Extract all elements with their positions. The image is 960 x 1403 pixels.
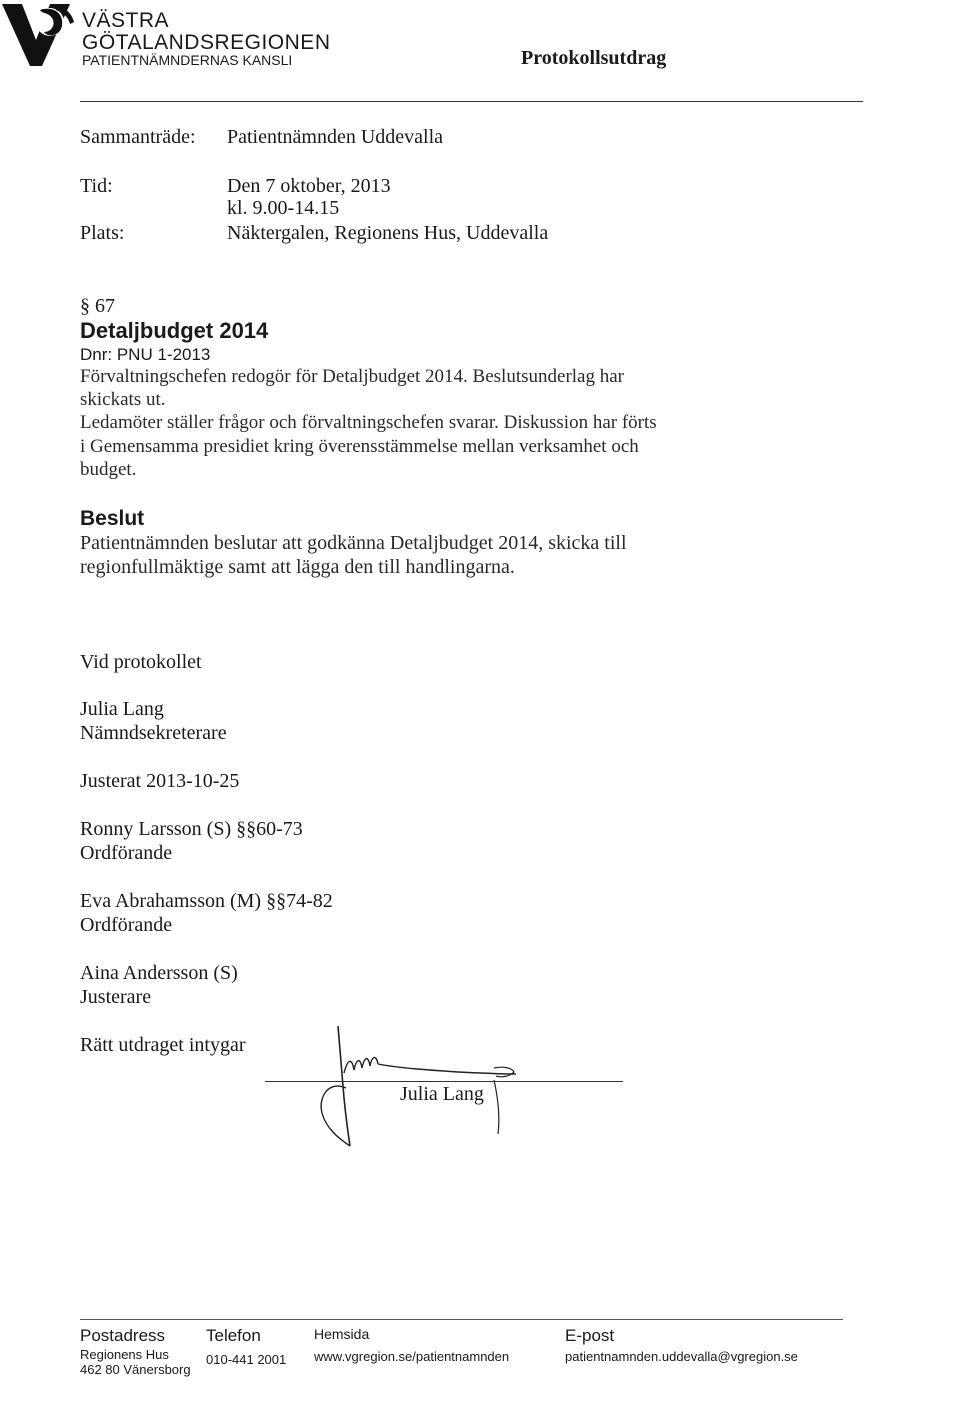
paragraph-title: Detaljbudget 2014	[80, 318, 269, 343]
tid-date: Den 7 oktober, 2013	[227, 175, 391, 197]
footer-telefon-value: 010-441 2001	[206, 1352, 287, 1367]
org-name-line2: GÖTALANDSREGIONEN	[82, 31, 331, 54]
footer-telefon-label: Telefon	[206, 1326, 261, 1345]
chair1-title: Ordförande	[80, 842, 173, 864]
decision-line: Patientnämnden beslutar att godkänna Detaljbudget 2014, skicka till	[80, 532, 627, 554]
body-line: Förvaltningschefen redogör för Detaljbudget 2014. Beslutsunderlag har	[80, 366, 624, 387]
justerat-date: Justerat 2013-10-25	[80, 770, 240, 792]
adjuster-title: Justerare	[80, 986, 152, 1008]
footer-postadress-line1: Regionens Hus	[80, 1347, 169, 1362]
footer-divider	[80, 1319, 843, 1320]
adjuster-name: Aina Andersson (S)	[80, 962, 238, 984]
body-line: Ledamöter ställer frågor och förvaltningschefen svarar. Diskussion har förts	[80, 412, 657, 433]
plats-label: Plats:	[80, 222, 125, 244]
chair2-title: Ordförande	[80, 914, 173, 936]
footer-epost-value: patientnamnden.uddevalla@vgregion.se	[565, 1349, 798, 1364]
body-line: skickats ut.	[80, 389, 166, 410]
decision-line: regionfullmäktige samt att lägga den till handlingarna.	[80, 556, 515, 578]
document-type: Protokollsutdrag	[521, 47, 667, 69]
plats-value: Näktergalen, Regionens Hus, Uddevalla	[227, 222, 549, 244]
body-line: budget.	[80, 459, 137, 480]
ratt-utdraget: Rätt utdraget intygar	[80, 1034, 246, 1056]
footer-postadress-line2: 462 80 Vänersborg	[80, 1362, 191, 1377]
tid-label: Tid:	[80, 175, 113, 197]
tid-time: kl. 9.00-14.15	[227, 197, 340, 219]
sammantrade-label: Sammanträde:	[80, 126, 196, 148]
vid-protokollet: Vid protokollet	[80, 651, 202, 673]
secretary-name: Julia Lang	[80, 698, 164, 720]
vgr-logo	[0, 0, 80, 68]
header-divider	[80, 101, 863, 102]
footer-hemsida-label: Hemsida	[314, 1326, 370, 1342]
footer-epost-label: E-post	[565, 1326, 615, 1345]
chair2-name: Eva Abrahamsson (M) §§74-82	[80, 890, 333, 912]
secretary-title: Nämndsekreterare	[80, 722, 227, 744]
sammantrade-value: Patientnämnden Uddevalla	[227, 126, 444, 148]
signatory-name: Julia Lang	[400, 1083, 484, 1105]
chair1-name: Ronny Larsson (S) §§60-73	[80, 818, 303, 840]
footer-hemsida-value: www.vgregion.se/patientnamnden	[314, 1349, 510, 1364]
signature-line	[265, 1081, 623, 1082]
footer-postadress-label: Postadress	[80, 1326, 166, 1345]
org-name-line1: VÄSTRA	[82, 9, 170, 32]
decision-heading: Beslut	[80, 507, 145, 530]
diary-number: Dnr: PNU 1-2013	[80, 345, 211, 364]
org-department: PATIENTNÄMNDERNAS KANSLI	[82, 52, 293, 68]
body-line: i Gemensamma presidiet kring överensstämmelse mellan verksamhet och	[80, 436, 639, 457]
paragraph-number: § 67	[80, 295, 115, 317]
